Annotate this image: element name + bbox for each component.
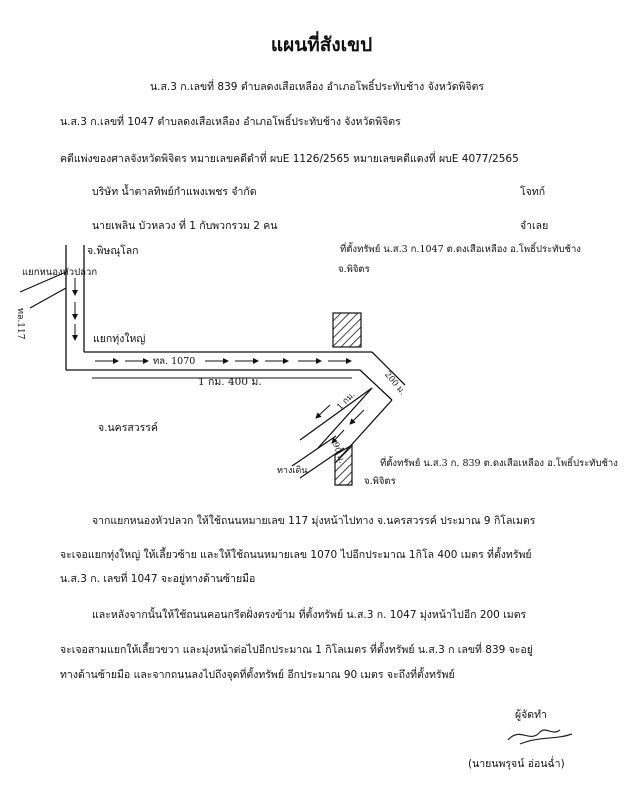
label-nakhonsawan: จ.นครสวรรค์ (98, 422, 158, 434)
case-number-line: คดีแพ่งของศาลจังหวัดพิจิตร หมายเลขคดีดำที่ ผบE 1126/2565 หมายเลขคดีแดงที่ ผบE 4077/2565 (60, 153, 519, 165)
directions-para-2a: จะเจอแยกทุ่งใหญ่ ให้เลี้ยวซ้าย และให้ใช้ถนนหมายเลข 1070 ไปอีกประมาณ 1กิโล 400 เมตร ที่ตั้งทรัพย์ (60, 549, 532, 561)
label-distance-1400m: 1 กม. 400 ม. (198, 376, 262, 388)
defendant-name: นายเพลิน บัวหลวง ที่ 1 กับพวกรวม 2 คน (92, 220, 278, 232)
page-title: แผนที่สังเขป (270, 34, 373, 56)
plaintiff-role: โจทก์ (520, 186, 546, 198)
directions-para-4a: จะเจอสามแยกให้เลี้ยวขวา และมุ่งหน้าต่อไปอีกประมาณ 1 กิโลเมตร ที่ตั้งทรัพย์ น.ส.3 ก เลขที่ 839 จะอยู่ (60, 644, 533, 656)
header-line-839: น.ส.3 ก.เลขที่ 839 ตำบลดงเสือเหลือง อำเภอโพธิ์ประทับช้าง จังหวัดพิจิตร (150, 81, 485, 93)
directions-para-4b: ทางด้านซ้ายมือ และจากถนนลงไปถึงจุดที่ตั้งทรัพย์ อีกประมาณ 90 เมตร จะถึงที่ตั้งทรัพย์ (60, 669, 455, 681)
label-site-1047-line2: จ.พิจิตร (338, 264, 370, 275)
signature-scribble (500, 722, 580, 748)
label-site-839-line1: ที่ตั้งทรัพย์ น.ส.3 ก. 839 ต.ดงเสือเหลือง อ.โพธิ์ประทับช้าง (380, 458, 618, 469)
label-site-1047-line1: ที่ตั้งทรัพย์ น.ส.3 ก.1047 ต.ดงเสือเหลือง อ.โพธิ์ประทับช้าง (340, 244, 581, 255)
label-90m: 90 ม. (329, 441, 347, 465)
header-line-1047: น.ส.3 ก.เลขที่ 1047 ตำบลดงเสือเหลือง อำเภอโพธิ์ประทับช้าง จังหวัดพิจิตร (60, 116, 401, 128)
defendant-role: จำเลย (520, 220, 549, 232)
site-1047-parcel (333, 313, 361, 347)
plaintiff-name: บริษัท น้ำตาลทิพย์กำแพงเพชร จำกัด (92, 186, 257, 198)
label-200m: 200 ม. (382, 369, 408, 398)
label-route-117: ทล.117 (15, 308, 25, 340)
label-canal: ทางเดิน (277, 466, 308, 476)
label-nongbua-junction: แยกหนองหัวปลวก (22, 267, 98, 278)
signer-name: (นายนพรุจน์ อ่อนฉ่ำ) (468, 758, 565, 770)
directions-para-1: จากแยกหนองหัวปลวก ให้ใช้ถนนหมายเลข 117 มุ่งหน้าไปทาง จ.นครสวรรค์ ประมาณ 9 กิโลเมตร (92, 515, 536, 527)
label-site-839-line2: จ.พิจิตร (364, 476, 396, 487)
signature-label: ผู้จัดทำ (515, 709, 547, 721)
directions-para-2b: น.ส.3 ก. เลขที่ 1047 จะอยู่ทางด้านซ้ายมือ (60, 573, 256, 585)
label-1km: 1 กม. (335, 389, 358, 413)
label-phitsanulok: จ.พิษณุโลก (87, 245, 139, 257)
label-route-1070: ทล. 1070 (153, 356, 196, 367)
directions-para-3: และหลังจากนั้นให้ใช้ถนนคอนกรีตฝั่งตรงข้าม ที่ตั้งทรัพย์ น.ส.3 ก. 1047 มุ่งหน้าไปอีก 200 เมตร (92, 609, 527, 621)
label-thungyai-junction: แยกทุ่งใหญ่ (93, 333, 146, 345)
